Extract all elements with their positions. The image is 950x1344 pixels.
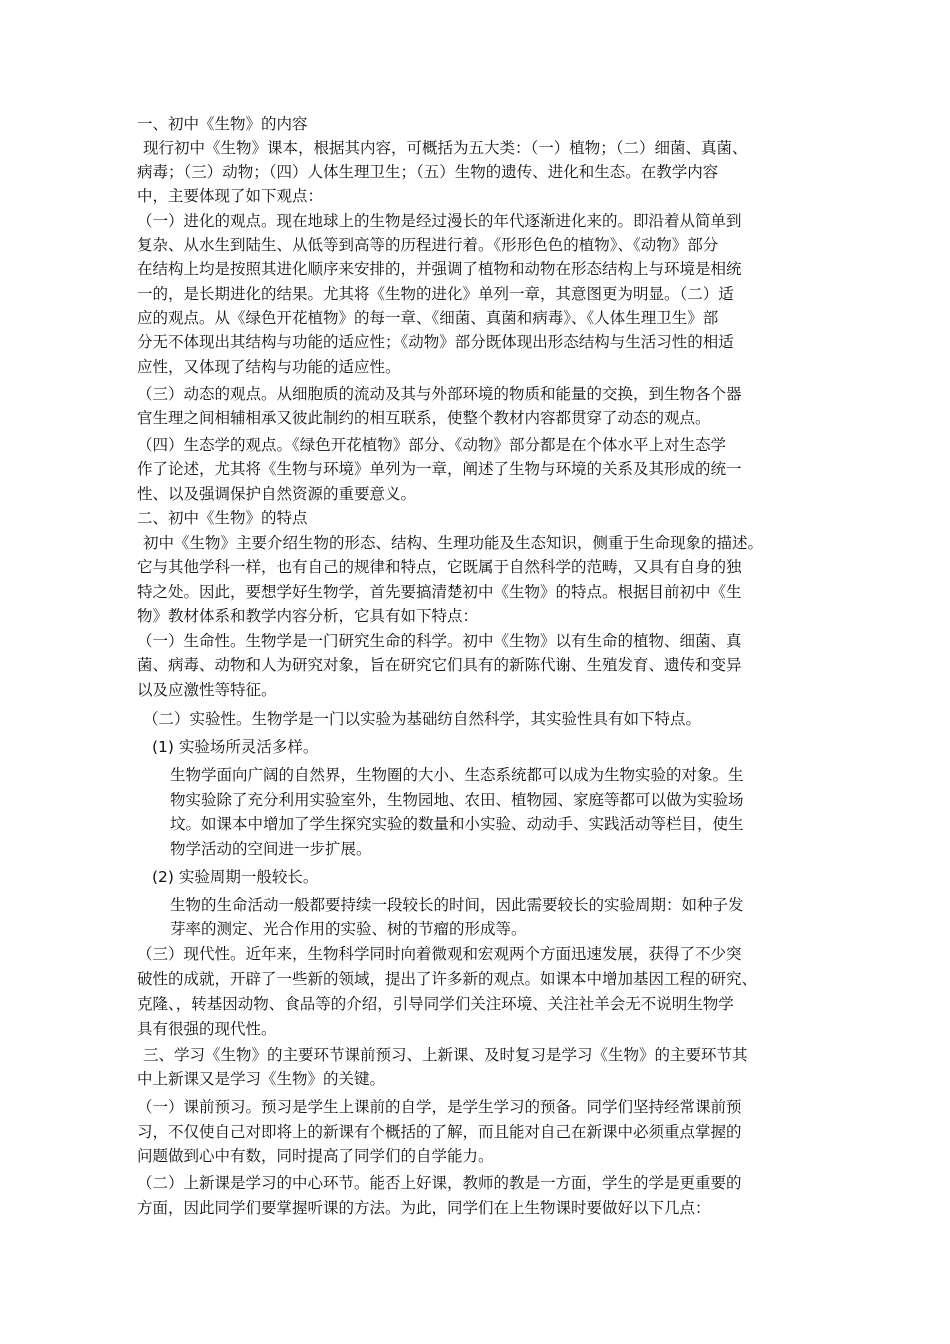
text-line: 具有很强的现代性。	[137, 1020, 277, 1038]
text-line: 在结构上均是按照其进化顺序来安排的，并强调了植物和动物在形态结构上与环境是相统	[137, 260, 742, 278]
text-line: 中上新课又是学习《生物》的关键。	[137, 1070, 386, 1088]
text-line: 物学活动的空间进一步扩展。	[170, 840, 372, 858]
text-line: 方面，因此同学们要掌握听课的方法。为此，同学们在上生物课时要做好以下几点：	[137, 1199, 711, 1217]
text-line: 物实验除了充分利用实验室外，生物园地、农田、植物园、家庭等都可以做为实验场	[170, 791, 744, 809]
text-line: （一）课前预习。预习是学生上课前的自学，是学生学习的预备。同学们坚持经常课前预	[137, 1098, 742, 1116]
text-line: 分无不体现出其结构与功能的适应性；《动物》部分既体现出形态结构与生活习性的相适	[137, 333, 734, 351]
text-line: （三）动态的观点。从细胞质的流动及其与外部环境的物质和能量的交换，到生物各个器	[137, 385, 742, 403]
text-line: （一）生命性。生物学是一门研究生命的科学。初中《生物》以有生命的植物、细菌、真	[137, 632, 742, 650]
text-line: 病毒；（三）动物；（四）人体生理卫生；（五）生物的遗传、进化和生态。在教学内容	[137, 163, 719, 181]
text-line: 二、初中《生物》的特点	[137, 509, 308, 527]
text-line: 三、学习《生物》的主要环节课前预习、上新课、及时复习是学习《生物》的主要环节其	[143, 1046, 748, 1064]
text-line: 它与其他学科一样，也有自己的规律和特点，它既属于自然科学的范畴，又具有自身的独	[137, 558, 742, 576]
text-line: 生物的生命活动一般都要持续一段较长的时间，因此需要较长的实验周期：如种子发	[170, 896, 744, 914]
text-line: 应的观点。从《绿色开花植物》的每一章、《细菌、真菌和病毒》、《人体生理卫生》部	[137, 309, 719, 327]
text-line: 生物学面向广阔的自然界，生物圈的大小、生态系统都可以成为生物实验的对象。生	[170, 766, 744, 784]
text-line: 物》教材体系和教学内容分析，它具有如下特点：	[137, 607, 479, 625]
text-line: 芽率的测定、光合作用的实验、树的节瘤的形成等。	[170, 920, 527, 938]
text-line: 坟。如课本中增加了学生探究实验的数量和小实验、动动手、实践活动等栏目，使生	[170, 815, 744, 833]
text-line: 问题做到心中有数，同时提高了同学们的自学能力。	[137, 1147, 494, 1165]
text-line: 应性，又体现了结构与功能的适应性。	[137, 358, 401, 376]
text-line: （三）现代性。近年来，生物科学同时向着微观和宏观两个方面迅速发展，获得了不少突	[137, 945, 742, 963]
text-line: 复杂、从水生到陆生、从低等到高等的历程进行着。《形形色色的植物》、《动物》部分	[137, 236, 719, 254]
text-line: 菌、病毒、动物和人为研究对象，旨在研究它们具有的新陈代谢、生殖发育、遗传和变异	[137, 656, 742, 674]
text-line: 克隆、，转基因动物、食品等的介绍，引导同学们关注环境、关注社羊会无不说明生物学	[137, 995, 734, 1013]
text-line: 中，主要体现了如下观点：	[137, 187, 324, 205]
text-line: （一）进化的观点。现在地球上的生物是经过漫长的年代逐渐进化来的。即沿着从简单到	[137, 212, 742, 230]
text-line: (1) 实验场所灵活多样。	[152, 738, 319, 756]
text-line: 一的，是长期进化的结果。尤其将《生物的进化》单列一章，其意图更为明显。（二）适	[137, 285, 734, 303]
text-line: （二）上新课是学习的中心环节。能否上好课，教师的教是一方面，学生的学是更重要的	[137, 1174, 742, 1192]
text-line: 官生理之间相辅相承又彼此制约的相互联系，使整个教材内容都贯穿了动态的观点。	[137, 409, 711, 427]
text-line: (2) 实验周期一般较长。	[152, 868, 319, 886]
text-line: 破性的成就，开辟了一些新的领域，提出了许多新的观点。如课本中增加基因工程的研究、	[137, 970, 758, 988]
text-line: 一、初中《生物》的内容	[137, 115, 308, 133]
text-line: （四）生态学的观点。《绿色开花植物》部分、《动物》部分都是在个体水平上对生态学	[137, 436, 727, 454]
text-line: （二）实验性。生物学是一门以实验为基础纺自然科学，其实验性具有如下特点。	[143, 710, 702, 728]
text-line: 现行初中《生物》课本，根据其内容，可概括为五大类：（一）植物；（二）细菌、真菌、	[143, 139, 748, 157]
text-line: 特之处。因此，要想学好生物学，首先要搞清楚初中《生物》的特点。根据目前初中《生	[137, 583, 742, 601]
text-line: 初中《生物》主要介绍生物的形态、结构、生理功能及生态知识，侧重于生命现象的描述。	[143, 534, 764, 552]
text-line: 性、以及强调保护自然资源的重要意义。	[137, 485, 417, 503]
text-line: 作了论述，尤其将《生物与环境》单列为一章，阐述了生物与环境的关系及其形成的统一	[137, 460, 742, 478]
text-line: 以及应激性等特征。	[137, 681, 277, 699]
text-line: 习，不仅使自己对即将上的新课有个概括的了解，而且能对自己在新课中必须重点掌握的	[137, 1123, 742, 1141]
